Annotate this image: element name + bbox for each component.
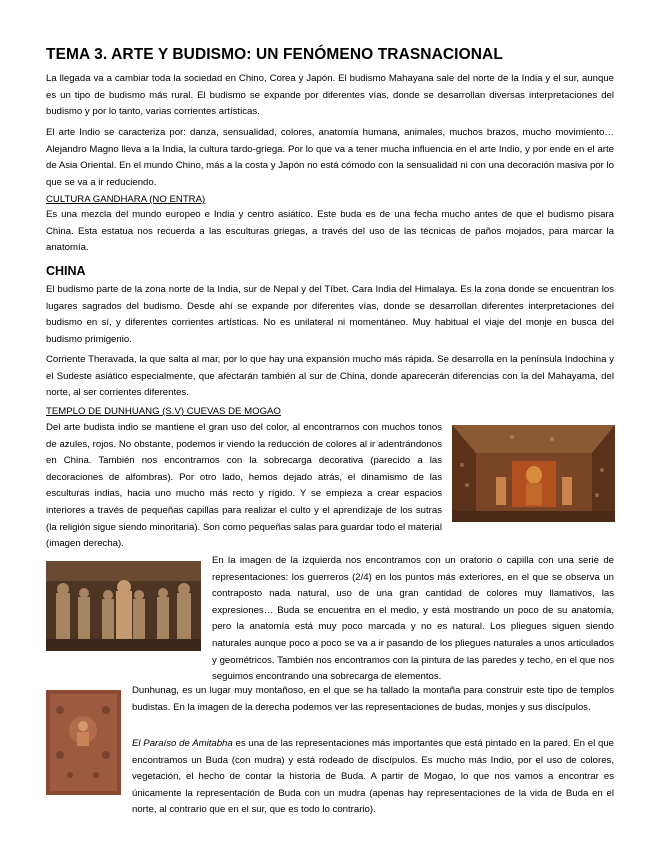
china-heading: CHINA — [46, 264, 86, 278]
intro-paragraph-2: El arte Indio se caracteriza por: danza, sensualidad, colores, anatomía humana, animales, muchos brazos, mucho movimiento… Alejandro Magno lleva a la India, la cultura tardo-griega. Por lo que va a tener mucha influencia en el arte Indio, y por ende en el arte de Asia Oriental. En el mundo Chino, más a la costa y Japón no está cómodo con la sensualidad ni con una decoración masiva por lo que se va a ir reduciendo. — [46, 127, 614, 188]
gandhara-paragraph: Es una mezcla del mundo europeo e India y centro asiático. Este buda es de una fecha mucho antes de que el budismo pisara China. Esta estatua nos recuerda a las esculturas griegas, a través del uso de las técnicas de paños mojados, para marcar la anatomía. — [46, 209, 614, 254]
mogao-oratory-image — [46, 561, 201, 651]
dunhuang-paragraph-2 — [212, 553, 614, 686]
dunhuang-paragraph-1: Del arte budista indio se mantiene el gran uso del color, al encontrarnos con muchos tonos de azules, rojos. No obstante, podemos ir viendo la reducción de colores al ir adentrándonos en China. También nos encontramos con la sobrecarga decorativa (parecido a las decoraciones de alfombras). Por otro lado, hemos dejado atrás, el dinamismo de las esculturas indias, hacia uno mucho más recto y rígido. Y se empieza a crear espacios interiores a través de pequeñas capillas para realizar el culto y el aprendizaje de los sutras (la religión sigue siendo minoritaria). Son como pequeñas salas para guardar todo el material (imagen derecha). — [46, 422, 442, 550]
dunhuang-paragraph-3: Dunhunag, es un lugar muy montañoso, en el que se ha tallado la montaña para construir este tipo de templos budistas. En la imagen de la derecha podemos ver las representaciones de budas, monjes y sus discípulos. — [132, 685, 614, 713]
china-paragraph-1: El budismo parte de la zona norte de la India, sur de Nepal y del Tíbet. Cara India del Himalaya. Es la zona donde se encuentran los lugares sagrados del budismo. Desde ahí se expande por diferentes vías, donde se desarrollan diferentes interpretaciones del budismo en sí, y diferentes corrientes artísticas. No es unilateral ni momentáneo. Muy habitual el viaje del monje en busca del budismo primigenio. — [46, 284, 614, 345]
intro-paragraph-1: La llegada va a cambiar toda la sociedad en Chino, Corea y Japón. El budismo Mahayana sale del norte de la India y el sur, aunque es un tipo de budismo más rural. El budismo se expande por diferentes vías, donde se desarrollan diversas interpretaciones del budismo y por lo tanto, varias corrientes artísticas. — [46, 73, 614, 118]
china-paragraph-2: Corriente Theravada, la que salta al mar, por lo que hay una expansión mucho más rápida. Se desarrolla en la península Indochina y el Sudeste asiático especialmente, que afectarán también al sur de China, donde aparecerán diferencias con la del Mahayama, del norte, al ser corrientes diferentes. — [46, 354, 614, 399]
page-title: TEMA 3. ARTE Y BUDISMO: UN FENÓMENO TRASNACIONAL — [46, 46, 503, 63]
amitabha-title: El Paraíso de Amitabha — [132, 738, 233, 749]
dunhuang-paragraph-4 — [132, 736, 614, 819]
mogao-cave-interior-image — [452, 425, 615, 522]
dunhuang-paragraph-2-text: En la imagen de la izquierda nos encontramos con un oratorio o capilla con una serie de representaciones: los guerreros (2/4) en los puntos más exteriores, en el que se observa un contraposto nada natural, uso de una gran cantidad de colores muy llamativos, las expresiones… Buda se encuentra en el medio, y está mostrando un poco de su anatomía, pero la anatomía está muy poco marcada y no es natural. Los pliegues siguen siendo naturales aunque poco a poco se va a ir pasando de los pliegues naturales a unos articulados y geométricos. También nos encontramos con la pintura de las paredes y techo, en el que nos seguimos encontrando una sobrecarga de elementos. — [212, 555, 614, 683]
gandhara-heading: CULTURA GANDHARA (NO ENTRA) — [46, 194, 206, 205]
amitabha-paradise-painting-image — [46, 690, 121, 795]
dunhuang-paragraph-4-text: es una de las representaciones más importantes que está pintado en la pared. En el que encontramos un Buda (con mudra) y está rodeado de discípulos. Es mucho más Indio, por el uso de colores, vegetación, el hecho de contar la historia de Buda. A partir de Mogao, lo que nos vamos a encontrar es únicamente la representación de Buda con un mudra (apenas hay representaciones de la vida de Buda en el norte, al contrario que en el sur, que es todo lo contrario). — [132, 738, 615, 816]
dunhuang-heading: TEMPLO DE DUNHUANG (S.V) CUEVAS DE MOGAO — [46, 406, 281, 417]
